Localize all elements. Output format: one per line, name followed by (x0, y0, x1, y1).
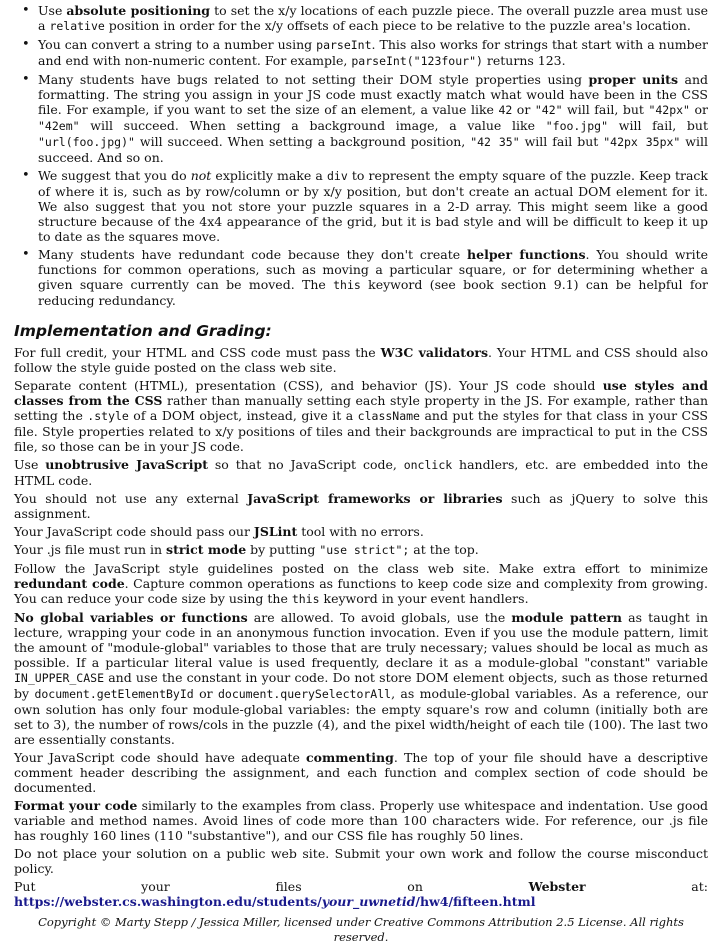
paragraph: Your JavaScript code should pass our JSLint tool with no errors. (14, 524, 424, 539)
paragraph: For full credit, your HTML and CSS code must pass the W3C validators. Your HTML and CSS should also follow the style guide posted on the class web site. (14, 345, 708, 375)
list-item: • Many students have redundant code because they don't create helper functions. You should write functions for common operations, such as moving a particular square, or for determining whether a given square currently can be moved. The this keyword (see book section 9.1) can be helpful for reducing redundancy. (38, 247, 708, 308)
paragraph: Your .js file must run in strict mode by putting "use strict"; at the top. (14, 542, 479, 557)
copyright-footer: Copyright © Marty Stepp / Jessica Miller, licensed under Creative Commons Attribution 2.5 License. All rights reserved. (38, 915, 684, 944)
webster-link[interactable]: https://webster.cs.washington.edu/students/your_uwnetid/hw4/fifteen.html (14, 894, 536, 909)
paragraph: Use unobtrusive JavaScript so that no JavaScript code, onclick handlers, etc. are embedded into the HTML code. (14, 457, 708, 488)
tips-list (14, 3, 708, 308)
paragraph: You should not use any external JavaScript frameworks or libraries such as jQuery to solve this assignment. (14, 491, 709, 521)
paragraph: Put your files on Webster at: https://webster.cs.washington.edu/students/your_uwnetid/hw4/fifteen.html (14, 879, 708, 909)
paragraph: Follow the JavaScript style guidelines posted on the class web site. Make extra effort to minimize redundant code. Capture common operations as functions to keep code size and complexity from growing. You can reduce your code size by using the this keyword in your event handlers. (14, 561, 709, 606)
list-item: • Use absolute positioning to set the x/y locations of each puzzle piece. The overall puzzle area must use a relative position in order for the x/y offsets of each piece to be relative to the puzzle area's location. (38, 3, 708, 34)
paragraph: Separate content (HTML), presentation (CSS), and behavior (JS). Your JS code should use styles and classes from the CSS rather than manually setting each style property in the JS. For example, rather than setting the .style of a DOM object, instead, give it a className and put the styles for that class in your CSS file. Style properties related to x/y positions of tiles and their backgrounds are impractical to put in the CSS file, so those can be in your JS code. (14, 378, 708, 454)
list-item: • We suggest that you do not explicitly make a div to represent the empty square of the puzzle. Keep track of where it is, such as by row/column or by x/y position, but don't create an actual DOM element for it. We also suggest that you not store your puzzle squares in a 2-D array. This might seem like a good structure because of the 4x4 appearance of the grid, but it is bad style and will be difficult to keep it up to date as the squares move. (38, 168, 708, 244)
paragraph: No global variables or functions are allowed. To avoid globals, use the module pattern as taught in lecture, wrapping your code in an anonymous function invocation. Even if you use the module pattern, limit the amount of "module-global" variables to those that are truly necessary; values should be local as much as possible. If a particular literal value is used frequently, declare it as a module-global "constant" variable IN_UPPER_CASE and use the constant in your code. Do not store DOM element objects, such as those returned by document.getElementById or document.querySelectorAll, as module-global variables. As a reference, our own solution has only four module-global variables: the empty square's row and column (initially both are set to 3), the number of rows/cols in the puzzle (4), and the pixel width/height of each tile (100). The last two are essentially constants. (14, 610, 708, 747)
list-item: • You can convert a string to a number using parseInt. This also works for strings that start with a number and end with non-numeric content. For example, parseInt("123four") returns 123. (38, 37, 708, 69)
paragraph: Format your code similarly to the examples from class. Properly use whitespace and indentation. Use good variable and method names. Avoid lines of code more than 100 characters wide. For reference, our .js file has roughly 160 lines (110 "substantive"), and our CSS file has roughly 50 lines. (14, 798, 708, 843)
section-heading: Implementation and Grading: (14, 322, 272, 340)
list-item: • Many students have bugs related to not setting their DOM style properties using proper units and formatting. The string you assign in your JS code must exactly match what would have been in the CSS file. For example, if you want to set the size of an element, a value like 42 or "42" will fail, but "42px" or "42em" will succeed. When setting a background image, a value like "foo.jpg" will fail, but "url(foo.jpg)" will succeed. When setting a background position, "42 35" will fail but "42px 35px" will succeed. And so on. (38, 72, 708, 165)
paragraph: Your JavaScript code should have adequate commenting. The top of your file should have a descriptive comment header describing the assignment, and each function and complex section of code should be documented. (14, 750, 708, 795)
paragraph: Do not place your solution on a public web site. Submit your own work and follow the course misconduct policy. (14, 846, 708, 876)
